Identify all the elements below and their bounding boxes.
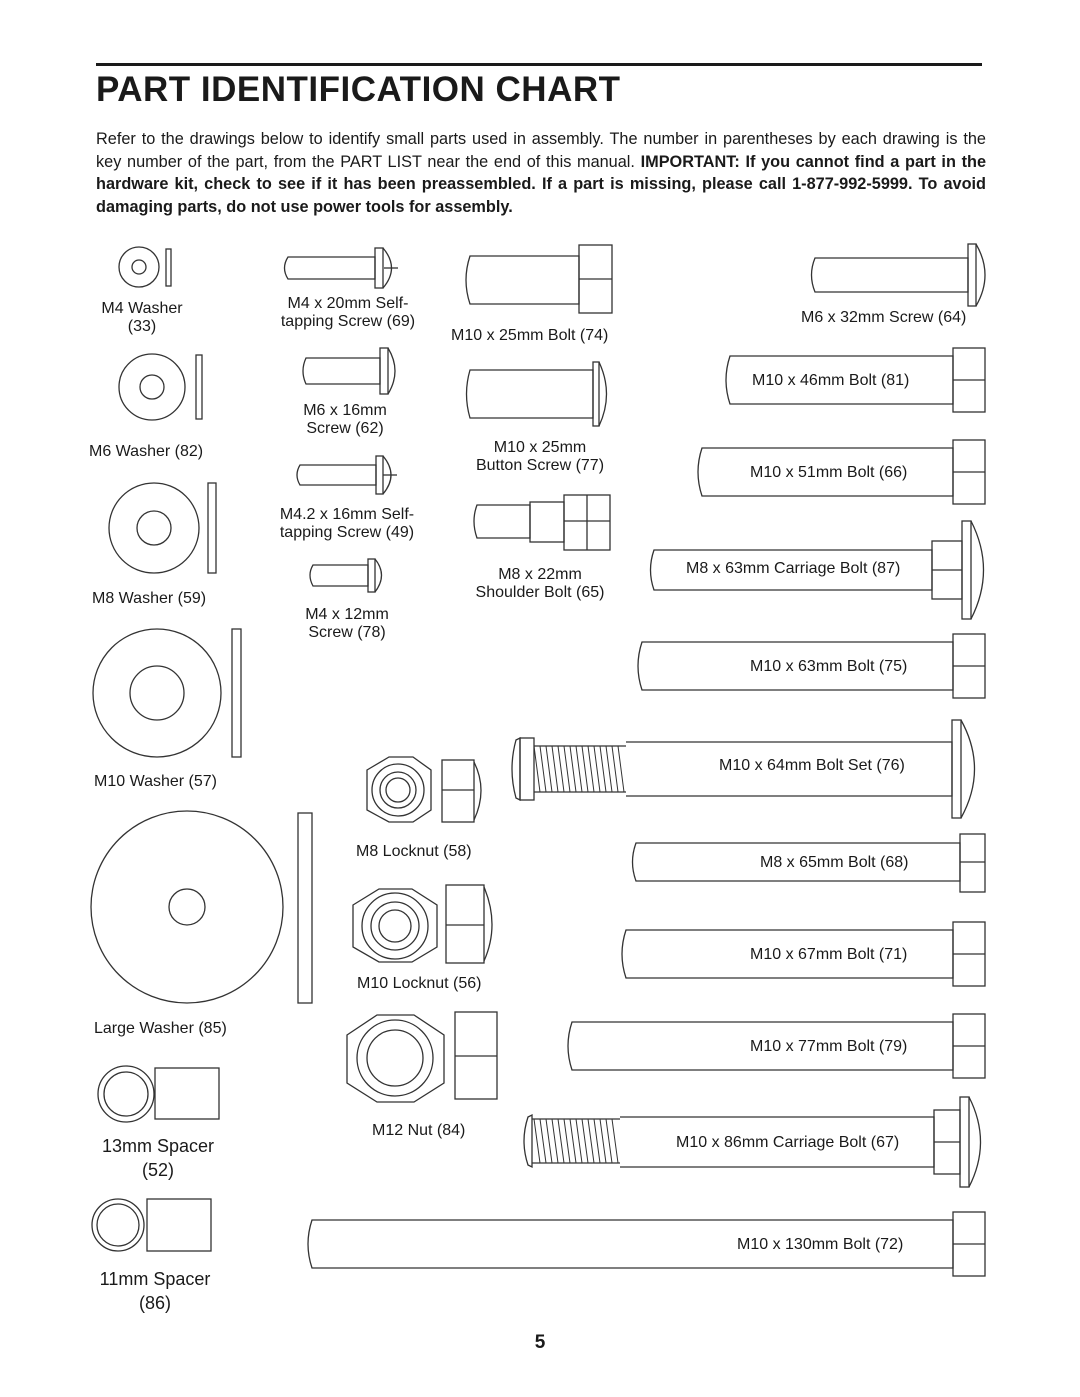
- m4x20-screw-name: M4 x 20mm Self-: [287, 295, 409, 312]
- m10x46-bolt-name: M10 x 46mm Bolt (81): [752, 372, 910, 389]
- m42x16-screw-drawing: [297, 456, 397, 494]
- m10-locknut-name: M10 Locknut (56): [357, 975, 482, 992]
- m10x25-button-key: Button Screw (77): [475, 457, 605, 474]
- m8x65-bolt-label: [760, 854, 908, 872]
- m8-locknut-name: M8 Locknut (58): [356, 843, 472, 860]
- m10x46-bolt-label: [752, 372, 909, 390]
- m12-nut-label: [372, 1122, 465, 1140]
- m4-washer-key: (33): [127, 318, 157, 335]
- m4x12-screw-label: [292, 606, 402, 642]
- m8x22-shoulder-label: [465, 566, 615, 602]
- m10x25-bolt-name: M10 x 25mm Bolt (74): [451, 327, 609, 344]
- m42x16-screw-label: [266, 506, 428, 542]
- spacer-13mm-key: (52): [141, 1160, 174, 1180]
- m10-washer-drawing: [93, 629, 241, 757]
- m4x20-screw-drawing: [285, 248, 399, 288]
- m6x32-screw-drawing: [812, 244, 986, 306]
- m8x22-shoulder-key: Shoulder Bolt (65): [475, 584, 605, 601]
- m8-locknut-drawing: [367, 757, 481, 822]
- m10x64-set-label: [719, 757, 905, 775]
- m10x25-bolt-drawing: [466, 245, 612, 313]
- m6-washer-label: [89, 443, 203, 461]
- page-number: 5: [534, 1332, 546, 1353]
- m4x12-screw-key: Screw (78): [308, 624, 386, 641]
- m10x86-carriage-label: [676, 1134, 899, 1152]
- m4-washer-label: [92, 300, 192, 336]
- m12-nut-drawing: [347, 1012, 497, 1102]
- m8-washer-drawing: [109, 483, 216, 573]
- intro-normal-text: Refer to the drawings below to identify small parts used in assembly. The number in parentheses by each drawing is the key number of the part, from the PART LIST near the end of this manual.: [96, 130, 986, 171]
- m4-washer-drawing: [119, 247, 171, 287]
- m12-nut-name: M12 Nut (84): [372, 1122, 466, 1139]
- m4x20-screw-label: [268, 295, 428, 331]
- m6-washer-name: M6 Washer (82): [89, 443, 204, 460]
- m10x67-bolt-name: M10 x 67mm Bolt (71): [750, 946, 908, 963]
- m8-washer-label: [92, 590, 206, 608]
- m6x32-screw-name: M6 x 32mm Screw (64): [801, 309, 967, 326]
- m10x25-button-screw-drawing: [467, 362, 607, 426]
- m10x51-bolt-name: M10 x 51mm Bolt (66): [750, 464, 908, 481]
- spacer-11mm-label: [95, 1267, 215, 1315]
- spacer-13mm-label: [98, 1134, 218, 1182]
- m8x63-carriage-name: M8 x 63mm Carriage Bolt (87): [686, 560, 901, 577]
- m6x16-screw-label: [290, 402, 400, 438]
- m8x22-shoulder-name: M8 x 22mm: [498, 566, 582, 583]
- m6x16-screw-key: Screw (62): [306, 420, 384, 437]
- m42x16-screw-name: M4.2 x 16mm Self-: [279, 506, 415, 523]
- m10x130-bolt-name: M10 x 130mm Bolt (72): [737, 1236, 904, 1253]
- spacer-11mm-name: 11mm Spacer: [99, 1269, 211, 1289]
- m10x86-carriage-name: M10 x 86mm Carriage Bolt (67): [676, 1134, 900, 1151]
- spacer-13mm-drawing: [98, 1066, 219, 1122]
- m6x32-screw-label: [801, 309, 966, 327]
- m10x25-button-name: M10 x 25mm: [493, 439, 587, 456]
- m10x63-bolt-name: M10 x 63mm Bolt (75): [750, 658, 908, 675]
- m10x77-bolt-label: [750, 1038, 907, 1056]
- m10x67-bolt-label: [750, 946, 907, 964]
- m10-locknut-drawing: [353, 885, 492, 963]
- m8-washer-name: M8 Washer (59): [92, 590, 207, 607]
- m10-washer-label: [94, 773, 217, 791]
- m8x63-carriage-label: [686, 560, 900, 578]
- m6x16-screw-drawing: [303, 348, 395, 394]
- m4x20-screw-key: tapping Screw (69): [280, 313, 416, 330]
- m10x63-bolt-label: [750, 658, 907, 676]
- m4x12-screw-drawing: [310, 559, 382, 592]
- m10x25-button-label: [465, 439, 615, 475]
- m10x77-bolt-name: M10 x 77mm Bolt (79): [750, 1038, 908, 1055]
- m10x64-set-name: M10 x 64mm Bolt Set (76): [719, 757, 905, 774]
- intro-important-text: IMPORTANT: If you cannot find a part in the hardware kit, check to see if it has been preassembled. If a part is missing, please call 1-877-992-5999. To avoid damaging parts, do not use power tools for assembly.: [96, 152, 986, 216]
- m8-locknut-label: [356, 843, 472, 861]
- m10x130-bolt-label: [737, 1236, 903, 1254]
- m42x16-screw-key: tapping Screw (49): [279, 524, 415, 541]
- m10-washer-name: M10 Washer (57): [94, 773, 217, 790]
- large-washer-label: [94, 1020, 227, 1038]
- spacer-11mm-key: (86): [138, 1293, 171, 1313]
- spacer-13mm-name: 13mm Spacer: [101, 1136, 215, 1156]
- page-title: PART IDENTIFICATION CHART: [96, 70, 621, 109]
- m10x51-bolt-label: [750, 464, 907, 482]
- spacer-11mm-drawing: [92, 1199, 211, 1251]
- m4-washer-name: M4 Washer: [101, 300, 183, 317]
- large-washer-name: Large Washer (85): [94, 1020, 227, 1037]
- m10x25-bolt-label: [451, 327, 608, 345]
- m6-washer-drawing: [119, 354, 202, 420]
- large-washer-drawing: [91, 811, 312, 1003]
- m8x22-shoulder-bolt-drawing: [474, 495, 610, 550]
- m6x16-screw-name: M6 x 16mm: [303, 402, 387, 419]
- m8x65-bolt-name: M8 x 65mm Bolt (68): [760, 854, 909, 871]
- m10-locknut-label: [357, 975, 482, 993]
- m4x12-screw-name: M4 x 12mm: [305, 606, 389, 623]
